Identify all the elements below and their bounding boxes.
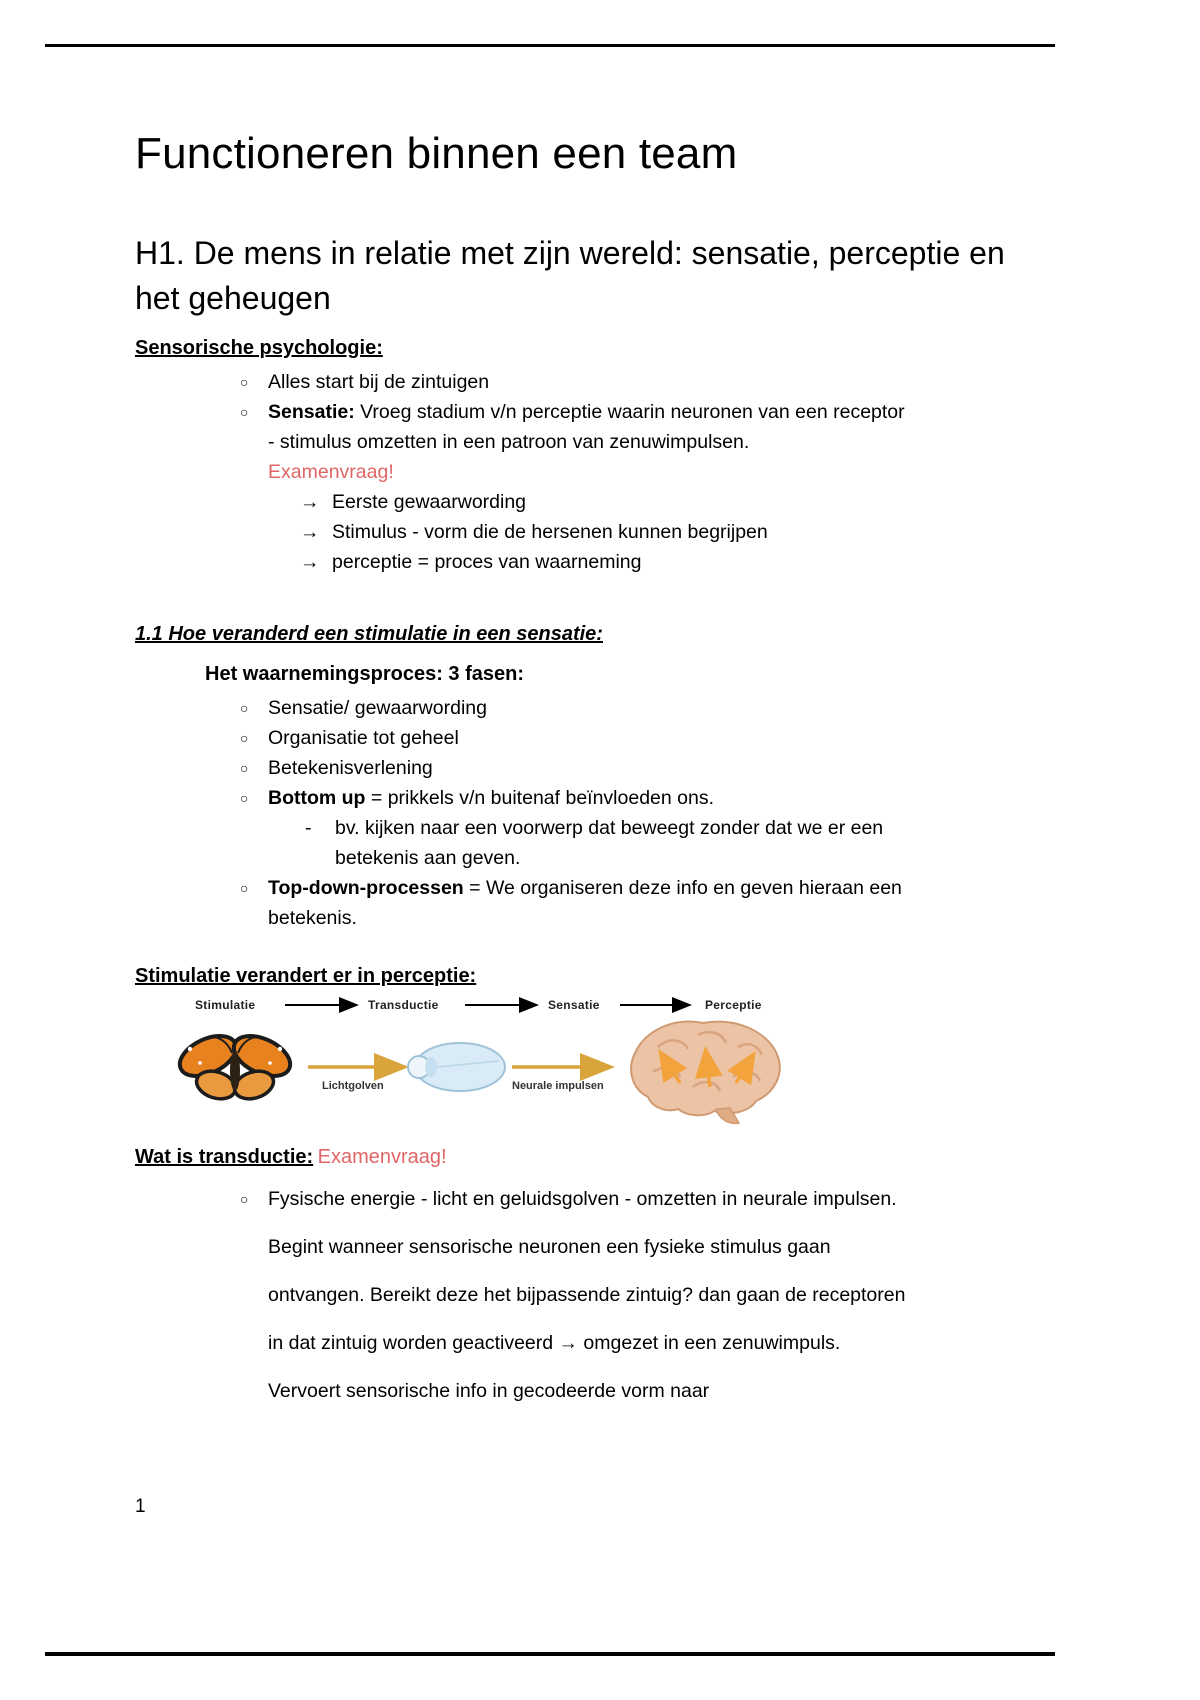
chapter-heading: H1. De mens in relatie met zijn wereld: sensatie, perceptie en het geheugen xyxy=(135,235,1005,316)
list-item-text xyxy=(268,397,913,487)
term-top-down: Top-down-processen xyxy=(268,877,464,899)
sub-list-item xyxy=(135,487,1035,517)
section-heading-transductie xyxy=(135,1146,1035,1169)
butterfly-icon xyxy=(174,1028,297,1104)
list-item xyxy=(135,783,1035,813)
definition-text: = prikkels v/n buitenaf beïnvloeden ons. xyxy=(370,787,715,809)
list-item xyxy=(135,753,1035,783)
brain-icon xyxy=(631,1022,780,1124)
section-heading-1-1: 1.1 Hoe veranderd een stimulatie in een sensatie: xyxy=(135,623,603,645)
diagram-label-neurale-impulsen: Neurale impulsen xyxy=(512,1080,604,1092)
diagram-figure xyxy=(150,995,980,1127)
subheading-waarnemingsproces: Het waarnemingsproces: 3 fasen: xyxy=(205,663,524,685)
list-item-text: Betekenisverlening xyxy=(268,757,433,779)
perception-diagram xyxy=(150,995,1035,1132)
list-item xyxy=(135,693,1035,723)
document-title: Functioneren binnen een team xyxy=(135,129,738,178)
bottom-page-rule xyxy=(45,1652,1055,1656)
list-item xyxy=(135,723,1035,753)
sub-list-item xyxy=(135,517,1035,547)
definition-text: Vroeg stadium v/n perceptie waarin neuronen van een receptor - stimulus omzetten in een patroon van zenuwimpulsen. xyxy=(268,401,905,453)
sub-list-item-text: Eerste gewaarwording xyxy=(332,491,527,513)
arrow-bullet-icon: → xyxy=(300,491,320,513)
term-bottom-up: Bottom up xyxy=(268,787,366,809)
list-item xyxy=(135,397,1035,487)
circle-bullet-icon: ○ xyxy=(240,374,249,390)
circle-bullet-icon: ○ xyxy=(240,790,249,806)
page-number: 1 xyxy=(135,1496,146,1517)
circle-bullet-icon: ○ xyxy=(240,880,249,896)
heading-text: Wat is transductie: xyxy=(135,1146,314,1168)
circle-bullet-icon: ○ xyxy=(240,1191,249,1207)
page-content xyxy=(135,128,1035,1415)
sub-list-item-text: bv. kijken naar een voorwerp dat beweegt zonder dat we er een betekenis aan geven. xyxy=(335,817,884,869)
list-item xyxy=(135,873,1035,933)
arrow-bullet-icon: → xyxy=(300,551,320,573)
diagram-label-lichtgolven: Lichtgolven xyxy=(322,1080,384,1092)
top-page-rule xyxy=(45,44,1055,47)
list-item-text xyxy=(268,873,913,933)
diagram-label-perceptie: Perceptie xyxy=(705,998,762,1012)
section-heading-stimulatie-perceptie: Stimulatie verandert er in perceptie: xyxy=(135,965,477,987)
list-item xyxy=(135,1175,1035,1415)
arrow-bullet-icon: → xyxy=(300,521,320,543)
eye-icon xyxy=(408,1043,505,1091)
dash-bullet-icon: - xyxy=(305,817,312,839)
circle-bullet-icon: ○ xyxy=(240,760,249,776)
exam-question-tag: Examenvraag! xyxy=(317,1146,447,1168)
transductie-body-text: Fysische energie - licht en geluidsgolven - omzetten in neurale impulsen. Begint wanneer sensorische neuronen een fysieke stimulus gaan ontvangen. Bereikt deze het bijpassende zintuig? dan gaan de receptoren in dat zintuig worden geactiveerd → omgezet in een zenuwimpuls. Vervoert sensorische info in gecodeerde vorm naar xyxy=(268,1188,906,1402)
circle-bullet-icon: ○ xyxy=(240,730,249,746)
sub-list-item xyxy=(135,813,1035,873)
circle-bullet-icon: ○ xyxy=(240,700,249,716)
sub-list-item-text: perceptie = proces van waarneming xyxy=(332,551,642,573)
list-item-text: Alles start bij de zintuigen xyxy=(268,371,490,393)
list-item xyxy=(135,367,1035,397)
diagram-label-stimulatie: Stimulatie xyxy=(195,998,256,1012)
circle-bullet-icon: ○ xyxy=(240,404,249,420)
list-item-text xyxy=(268,783,913,813)
exam-question-tag: Examenvraag! xyxy=(268,461,394,483)
term-sensatie: Sensatie: xyxy=(268,401,355,423)
sub-list-item xyxy=(135,547,1035,577)
list-item-text: Organisatie tot geheel xyxy=(268,727,459,749)
definition-text: = We organiseren deze info en geven hieraan een betekenis. xyxy=(268,877,902,929)
diagram-label-sensatie: Sensatie xyxy=(548,998,600,1012)
list-item-text: Sensatie/ gewaarwording xyxy=(268,697,487,719)
section-heading-sensorische-psychologie: Sensorische psychologie: xyxy=(135,337,383,359)
diagram-label-transductie: Transductie xyxy=(368,998,439,1012)
sub-list-item-text: Stimulus - vorm die de hersenen kunnen begrijpen xyxy=(332,521,768,543)
